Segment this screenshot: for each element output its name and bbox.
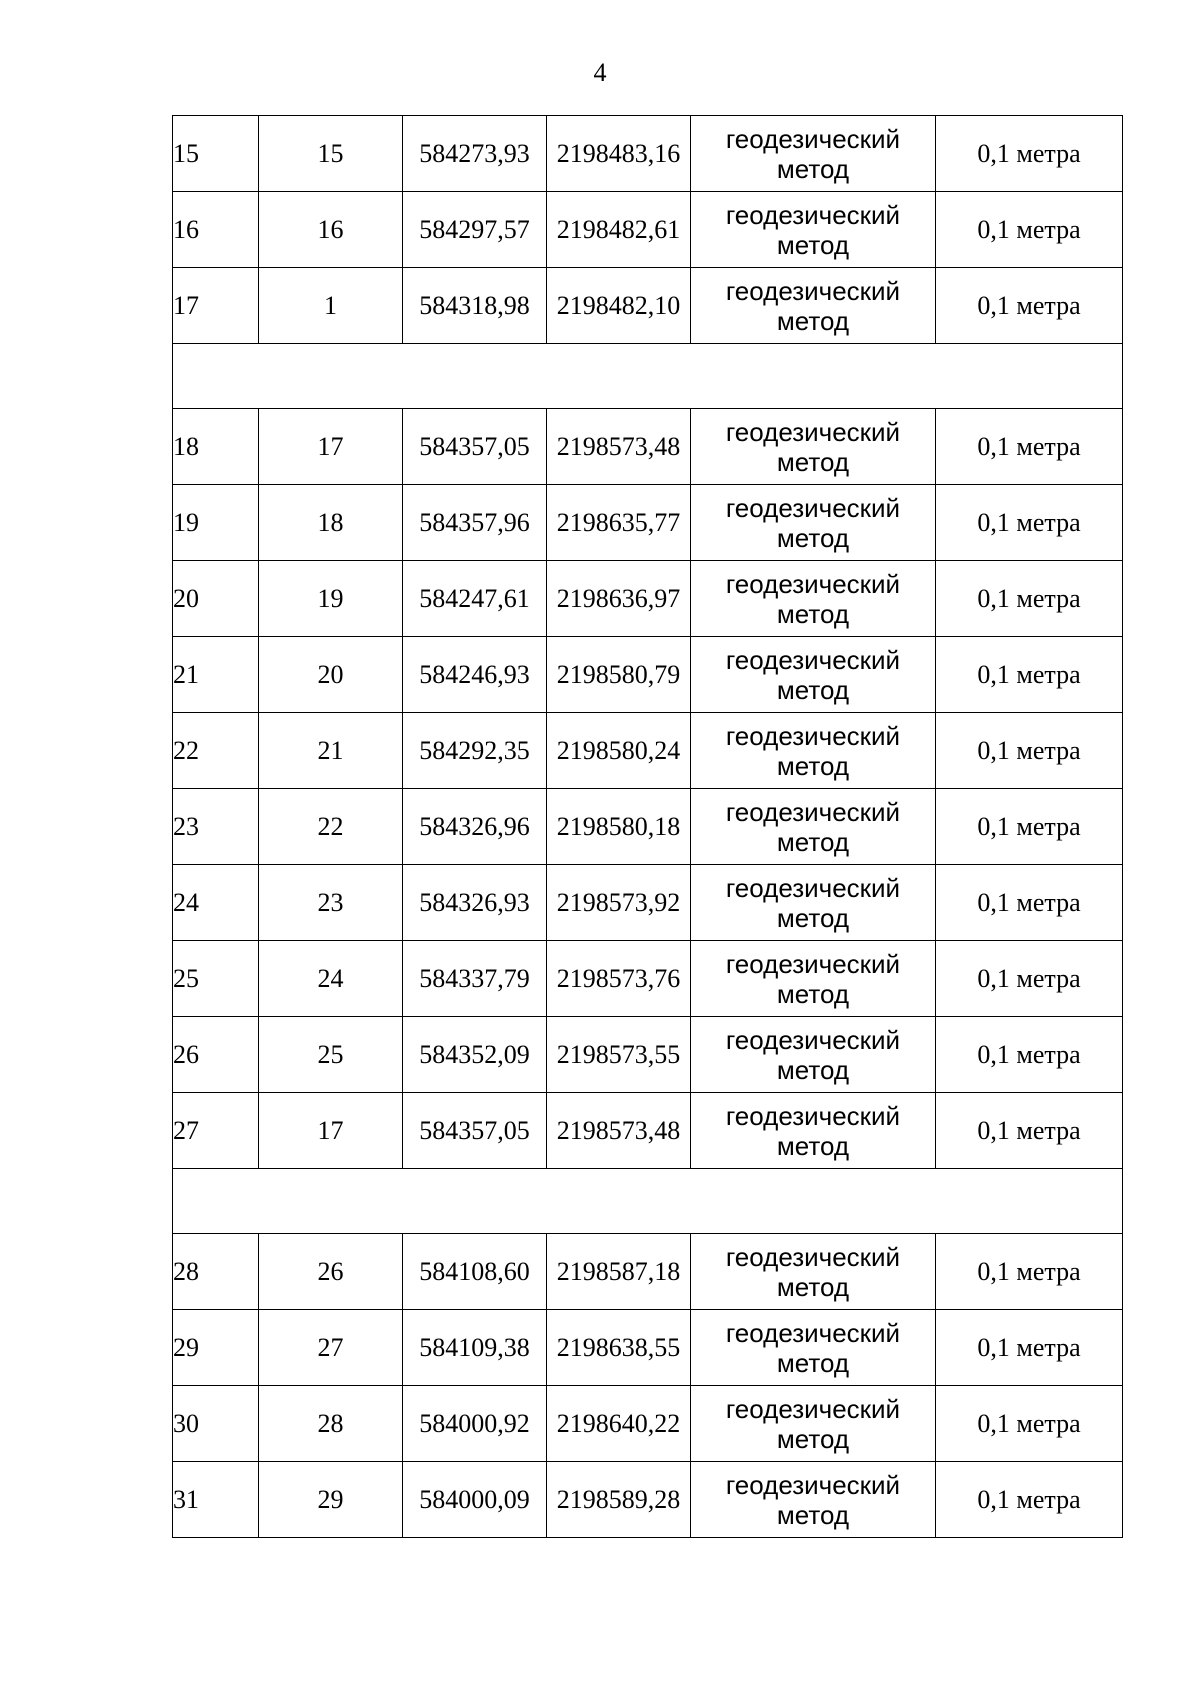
- accuracy-cell: 0,1 метра: [936, 1234, 1123, 1310]
- x-coordinate-cell: 584326,93: [403, 865, 547, 941]
- accuracy-cell: 0,1 метра: [936, 485, 1123, 561]
- y-coordinate-cell: 2198573,92: [547, 865, 691, 941]
- point-number-cell: 1: [259, 268, 403, 344]
- section-separator-cell: [173, 344, 1123, 409]
- method-line-2: метод: [776, 598, 850, 629]
- method-line-1: геодезический: [725, 199, 901, 230]
- table-row: [173, 1234, 1123, 1310]
- method-line-1: геодезический: [725, 720, 901, 751]
- x-coordinate-cell: 584357,05: [403, 1093, 547, 1169]
- method-line-1: геодезический: [725, 123, 901, 154]
- y-coordinate-cell: 2198580,79: [547, 637, 691, 713]
- table-row: [173, 789, 1123, 865]
- x-coordinate-cell: 584273,93: [403, 116, 547, 192]
- accuracy-cell: 0,1 метра: [936, 116, 1123, 192]
- point-number-cell: 28: [259, 1386, 403, 1462]
- method-cell: [691, 116, 936, 192]
- y-coordinate-cell: 2198482,61: [547, 192, 691, 268]
- y-coordinate-cell: 2198638,55: [547, 1310, 691, 1386]
- accuracy-cell: 0,1 метра: [936, 1310, 1123, 1386]
- table-row: [173, 409, 1123, 485]
- accuracy-cell: 0,1 метра: [936, 268, 1123, 344]
- y-coordinate-cell: 2198573,48: [547, 1093, 691, 1169]
- x-coordinate-cell: 584326,96: [403, 789, 547, 865]
- y-coordinate-cell: 2198640,22: [547, 1386, 691, 1462]
- point-number-cell: 29: [259, 1462, 403, 1538]
- accuracy-cell: 0,1 метра: [936, 409, 1123, 485]
- method-cell: [691, 268, 936, 344]
- method-line-1: геодезический: [725, 1317, 901, 1348]
- table-row: [173, 1462, 1123, 1538]
- table-row: [173, 192, 1123, 268]
- row-number-cell: 22: [173, 713, 259, 789]
- table-row: [173, 713, 1123, 789]
- method-cell: [691, 713, 936, 789]
- point-number-cell: 19: [259, 561, 403, 637]
- method-line-1: геодезический: [725, 492, 901, 523]
- row-number-cell: 16: [173, 192, 259, 268]
- y-coordinate-cell: 2198636,97: [547, 561, 691, 637]
- coordinates-table-body: [173, 116, 1123, 1538]
- table-row: [173, 637, 1123, 713]
- y-coordinate-cell: 2198580,18: [547, 789, 691, 865]
- method-line-1: геодезический: [725, 644, 901, 675]
- method-cell: [691, 789, 936, 865]
- accuracy-cell: 0,1 метра: [936, 1386, 1123, 1462]
- coordinates-table: [172, 115, 1123, 1538]
- x-coordinate-cell: 584246,93: [403, 637, 547, 713]
- point-number-cell: 20: [259, 637, 403, 713]
- method-cell: [691, 1386, 936, 1462]
- point-number-cell: 18: [259, 485, 403, 561]
- method-cell: [691, 485, 936, 561]
- accuracy-cell: 0,1 метра: [936, 1462, 1123, 1538]
- page-number: 4: [593, 58, 607, 87]
- x-coordinate-cell: 584297,57: [403, 192, 547, 268]
- method-line-1: геодезический: [725, 1100, 901, 1131]
- section-separator-row: [173, 1169, 1123, 1234]
- method-cell: [691, 637, 936, 713]
- row-number-cell: 17: [173, 268, 259, 344]
- y-coordinate-cell: 2198482,10: [547, 268, 691, 344]
- row-number-cell: 25: [173, 941, 259, 1017]
- method-line-1: геодезический: [725, 1469, 901, 1500]
- method-line-2: метод: [776, 522, 850, 553]
- method-line-2: метод: [776, 1271, 850, 1302]
- method-line-2: метод: [776, 305, 850, 336]
- accuracy-cell: 0,1 метра: [936, 192, 1123, 268]
- method-line-2: метод: [776, 750, 850, 781]
- accuracy-cell: 0,1 метра: [936, 637, 1123, 713]
- method-line-2: метод: [776, 1423, 850, 1454]
- method-cell: [691, 561, 936, 637]
- row-number-cell: 20: [173, 561, 259, 637]
- method-line-1: геодезический: [725, 1241, 901, 1272]
- method-cell: [691, 192, 936, 268]
- point-number-cell: 21: [259, 713, 403, 789]
- x-coordinate-cell: 584292,35: [403, 713, 547, 789]
- y-coordinate-cell: 2198589,28: [547, 1462, 691, 1538]
- table-row: [173, 1093, 1123, 1169]
- method-line-1: геодезический: [725, 1393, 901, 1424]
- row-number-cell: 15: [173, 116, 259, 192]
- method-line-2: метод: [776, 902, 850, 933]
- method-line-1: геодезический: [725, 948, 901, 979]
- method-line-1: геодезический: [725, 1024, 901, 1055]
- method-cell: [691, 1017, 936, 1093]
- method-line-2: метод: [776, 826, 850, 857]
- method-line-1: геодезический: [725, 568, 901, 599]
- y-coordinate-cell: 2198635,77: [547, 485, 691, 561]
- section-separator-cell: [173, 1169, 1123, 1234]
- method-cell: [691, 1462, 936, 1538]
- method-line-1: геодезический: [725, 416, 901, 447]
- y-coordinate-cell: 2198580,24: [547, 713, 691, 789]
- y-coordinate-cell: 2198573,55: [547, 1017, 691, 1093]
- point-number-cell: 17: [259, 409, 403, 485]
- x-coordinate-cell: 584352,09: [403, 1017, 547, 1093]
- method-line-2: метод: [776, 446, 850, 477]
- table-row: [173, 116, 1123, 192]
- point-number-cell: 23: [259, 865, 403, 941]
- y-coordinate-cell: 2198573,76: [547, 941, 691, 1017]
- table-row: [173, 1017, 1123, 1093]
- x-coordinate-cell: 584318,98: [403, 268, 547, 344]
- method-cell: [691, 1310, 936, 1386]
- table-row: [173, 865, 1123, 941]
- y-coordinate-cell: 2198587,18: [547, 1234, 691, 1310]
- x-coordinate-cell: 584247,61: [403, 561, 547, 637]
- method-line-2: метод: [776, 674, 850, 705]
- point-number-cell: 24: [259, 941, 403, 1017]
- accuracy-cell: 0,1 метра: [936, 561, 1123, 637]
- method-line-1: геодезический: [725, 275, 901, 306]
- method-line-2: метод: [776, 229, 850, 260]
- x-coordinate-cell: 584000,09: [403, 1462, 547, 1538]
- x-coordinate-cell: 584108,60: [403, 1234, 547, 1310]
- method-line-2: метод: [776, 978, 850, 1009]
- method-cell: [691, 409, 936, 485]
- table-row: [173, 485, 1123, 561]
- row-number-cell: 30: [173, 1386, 259, 1462]
- y-coordinate-cell: 2198483,16: [547, 116, 691, 192]
- accuracy-cell: 0,1 метра: [936, 1017, 1123, 1093]
- point-number-cell: 25: [259, 1017, 403, 1093]
- x-coordinate-cell: 584357,05: [403, 409, 547, 485]
- x-coordinate-cell: 584109,38: [403, 1310, 547, 1386]
- method-line-2: метод: [776, 153, 850, 184]
- section-separator-row: [173, 344, 1123, 409]
- point-number-cell: 16: [259, 192, 403, 268]
- accuracy-cell: 0,1 метра: [936, 1093, 1123, 1169]
- y-coordinate-cell: 2198573,48: [547, 409, 691, 485]
- row-number-cell: 18: [173, 409, 259, 485]
- point-number-cell: 22: [259, 789, 403, 865]
- point-number-cell: 17: [259, 1093, 403, 1169]
- row-number-cell: 24: [173, 865, 259, 941]
- table-row: [173, 1310, 1123, 1386]
- table-row: [173, 268, 1123, 344]
- row-number-cell: 29: [173, 1310, 259, 1386]
- method-line-1: геодезический: [725, 796, 901, 827]
- accuracy-cell: 0,1 метра: [936, 941, 1123, 1017]
- row-number-cell: 26: [173, 1017, 259, 1093]
- method-line-2: метод: [776, 1347, 850, 1378]
- table-row: [173, 1386, 1123, 1462]
- row-number-cell: 31: [173, 1462, 259, 1538]
- row-number-cell: 27: [173, 1093, 259, 1169]
- method-line-2: метод: [776, 1499, 850, 1530]
- x-coordinate-cell: 584000,92: [403, 1386, 547, 1462]
- row-number-cell: 19: [173, 485, 259, 561]
- method-line-2: метод: [776, 1054, 850, 1085]
- accuracy-cell: 0,1 метра: [936, 713, 1123, 789]
- point-number-cell: 15: [259, 116, 403, 192]
- accuracy-cell: 0,1 метра: [936, 789, 1123, 865]
- method-line-2: метод: [776, 1130, 850, 1161]
- row-number-cell: 23: [173, 789, 259, 865]
- method-cell: [691, 865, 936, 941]
- x-coordinate-cell: 584357,96: [403, 485, 547, 561]
- method-line-1: геодезический: [725, 872, 901, 903]
- point-number-cell: 26: [259, 1234, 403, 1310]
- accuracy-cell: 0,1 метра: [936, 865, 1123, 941]
- table-row: [173, 561, 1123, 637]
- point-number-cell: 27: [259, 1310, 403, 1386]
- method-cell: [691, 1234, 936, 1310]
- method-cell: [691, 941, 936, 1017]
- row-number-cell: 28: [173, 1234, 259, 1310]
- x-coordinate-cell: 584337,79: [403, 941, 547, 1017]
- table-row: [173, 941, 1123, 1017]
- method-cell: [691, 1093, 936, 1169]
- row-number-cell: 21: [173, 637, 259, 713]
